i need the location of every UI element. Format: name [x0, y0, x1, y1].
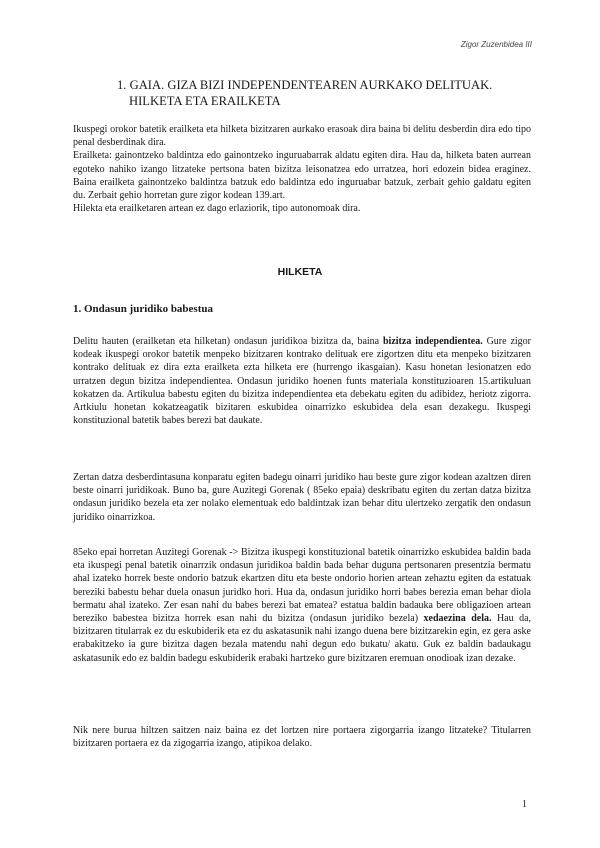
subsection-heading: 1. Ondasun juridiko babestua [73, 303, 213, 315]
paragraph-4 [73, 724, 531, 750]
intro-line: Erailketa: gainontzeko baldintza edo gainontzeko inguruabarrak aldatu egiten dira. Hau da, hilketa baten aurrean egoteko nahiko izango litzateke pertsona baten bizitza leisonatzea edo urratzea, hori edozein bidea eraginez. Baina erailketa gainontzeko baldintza batzuk edo baldintza edo inguruabar batzuk, zerbait gehio galdatu egiten du. Zerbait gehio horretan gure zigor kodean 139.art. [73, 150, 531, 202]
paragraph-2-text: Zertan datza desberdintasuna konparatu egiten badegu oinarri juridiko hau beste gure zigor kodean azaltzen diren beste oinarri juridikoak. Buno ba, gure Auzitegi Gorenak ( 85eko epaia) deskribatu egiten du zertan datza bizitza ondasun juridiko bezela eta zer nolako elementuak edo baldintzak izan behar ditu ulertzeko zergatik den ondasun juridiko oinarrizkoa. [73, 472, 531, 523]
page-number: 1 [522, 799, 527, 810]
section-heading: HILKETA [277, 266, 323, 278]
chapter-title-line-2: HILKETA ETA ERAILKETA [129, 94, 281, 108]
chapter-title-line-1: 1. GAIA. GIZA BIZI INDEPENDENTEAREN AURKAKO DELITUAK. [117, 78, 493, 92]
paragraph-3-bold: xedaezina dela. [423, 613, 492, 625]
paragraph-3-text-a: 85eko epai horretan Auzitegi Gorenak -> Bizitza ikuspegi konstituzional batetik oinarrizko eskubidea baldin bada eta ikuspegi penal batetik oinarrzik ondasun juridikoa baldin bada behar duguna pertsonaren presentzia bermatu ahal izateko horrek beste ondorio batzuk ekartzen ditu eta beste ondorio horien artean zehaztu egiten da estatuak bereziki babestu behar duela onasun juridko hori. Hua da, ondasun juridiko horri babes berezia eman behar diola bermatu ahal izateko. Zer esan nahi du babes berezi bat ematea? estatua baldin badauka bere obligazioen artean bereziko babestea bizitza horrek esan nahi du bizitza (ondasun juridiko bezela) [73, 547, 531, 625]
paragraph-3-text-b: Hau da, bizitzaren titularrak ez du eskubiderik eta ez du askatasunik nahi izango duena bere bizitzarekin egin, ez gera aske erabakitzeko ia gure bizitza dagen bezala matendu nahi degun edo bukatu/ akatu. Guk ez baldin badaukagu askatasunik edo ez baldin badegu eskubiderik erabaki hartzeko gure bizitzaren eremuan onodioak izan dezake. [73, 613, 532, 664]
paragraph-2 [73, 471, 531, 524]
paragraph-1-text-a: Delitu hauten (erailketan eta hilketan) ondasun juridikoa bizitza da, baina [73, 336, 383, 347]
paragraph-4-text: Nik nere burua hiltzen saitzen naiz baina ez det lortzen nire portaera zigorgarria izango litzateke? Titularren bizitzaren portaera ez da zigogarria izango, atipikoa delako. [73, 725, 531, 750]
paragraph-1-bold: bizitza independientea. [383, 336, 483, 347]
intro-line: Ikuspegi orokor batetik erailketa eta hilketa bizitzaren aurkako erasoak dira baina bi delitu desberdin dira edo tipo penal desberdinak dira. [73, 124, 531, 149]
paragraph-1-text-b: Gure zigor kodeak ikuspegi orokor batetik menpeko bizitzaren kontrako delituak ere zigortzen ditu eta menpeko bizitzaren kontrako delituak ez dira ezta erailketa ezta hilketa ere (hurrengo ikasgaian). Kasu honetan lesionatzen edo urratzen degun bizitza independientea. Ondasun juridiko hoenen funts materiala konstituzioaren 15.artikuluan kokatzen da. Artikulua babestu egiten du bizitza independientea eta debekatu egiten du adibidez, heriotz zigorra. Artkiulu honetan kokatzeagatik bizitaren eskubidea oinarrizko eskubidea dela esan dezakegu. Ikuspegi konstituzional batetik babes berezi bat daukate. [73, 336, 531, 427]
intro-paragraph [73, 123, 531, 215]
running-header: Zigor Zuzenbidea III [460, 40, 532, 49]
paragraph-3 [73, 546, 531, 665]
paragraph-1 [73, 335, 531, 427]
chapter-title [117, 77, 537, 109]
intro-line: Hilekta eta erailketaren artean ez dago erlaziorik, tipo autonomoak dira. [73, 203, 361, 215]
